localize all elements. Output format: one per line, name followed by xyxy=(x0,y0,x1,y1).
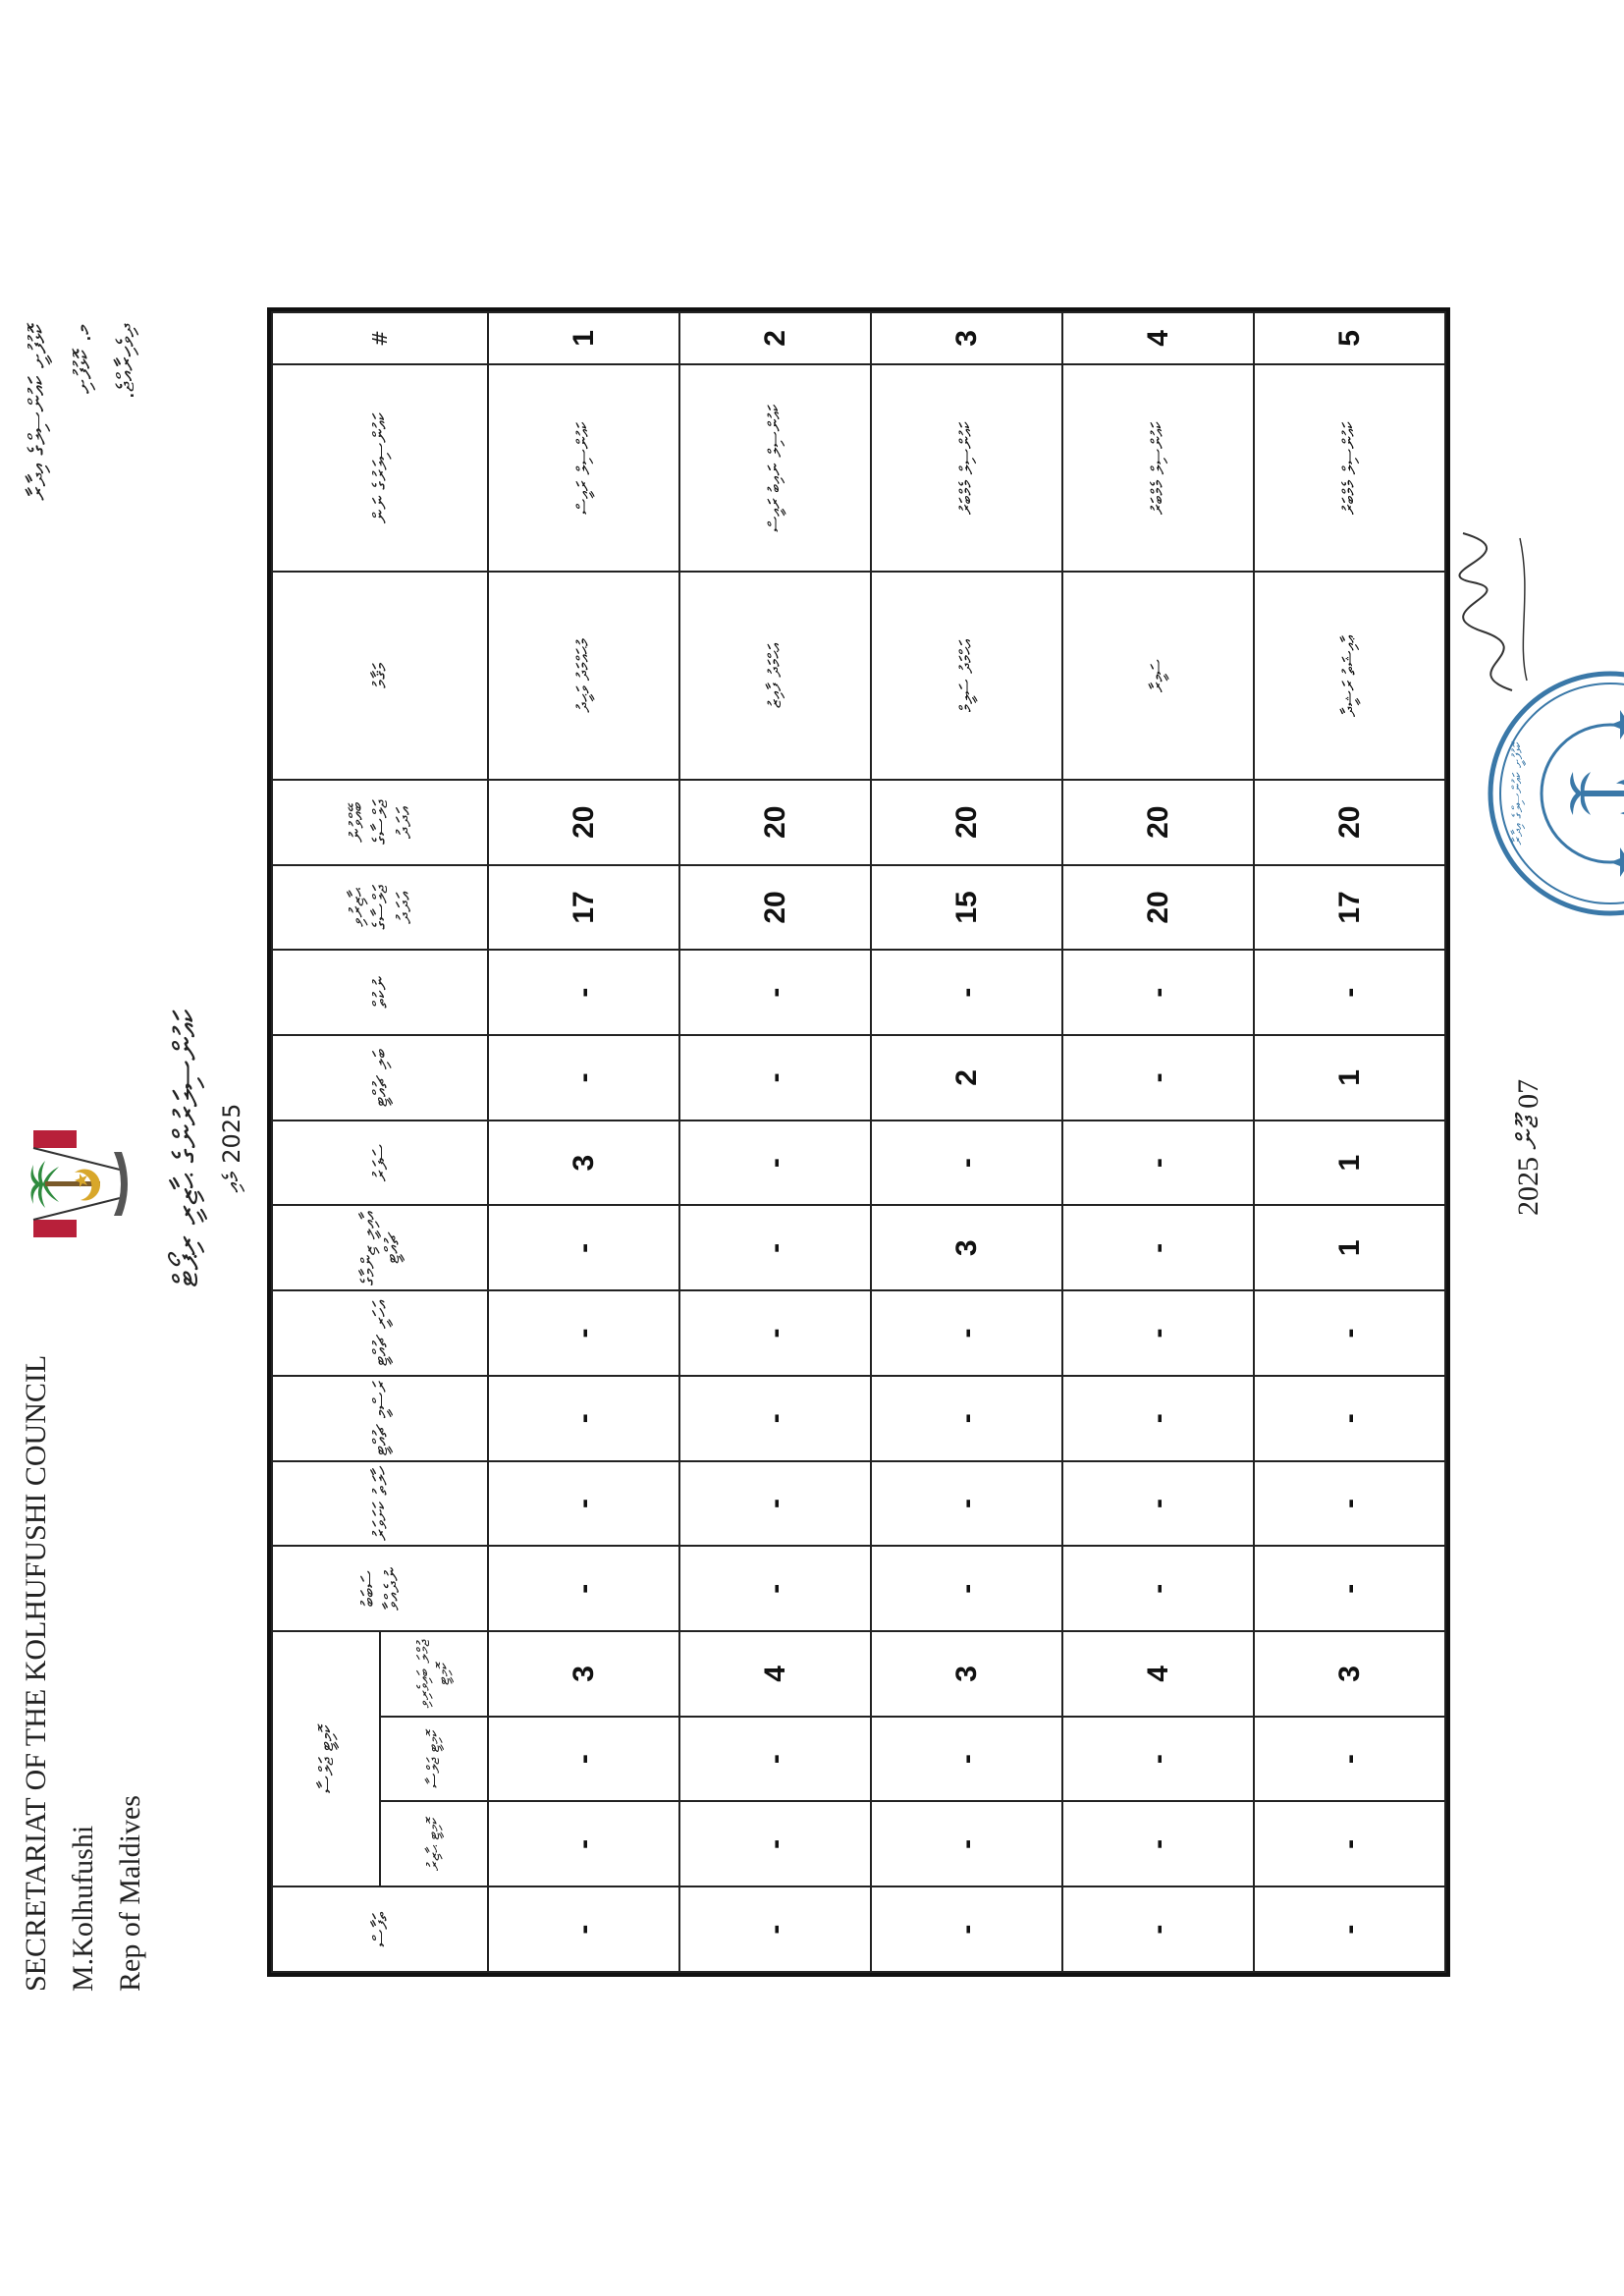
col-header-10: ރަސްމީ ޗުއްޓީ xyxy=(272,1376,488,1461)
table-cell-held: 20 xyxy=(488,780,679,865)
table-cell-c3: 1 xyxy=(1254,1121,1445,1206)
col-header-7: ސަފަރު xyxy=(272,1121,488,1206)
table-cell-c2: - xyxy=(679,1035,871,1121)
header-en-line-3: Rep of Maldives xyxy=(114,1795,146,1992)
table-row xyxy=(1062,312,1254,1972)
header-en-line-2: M.Kolhufushi xyxy=(67,1825,99,1992)
table-cell-c11: - xyxy=(1254,1802,1445,1887)
col-header-8: އާއިލީ ޒިންމާގެ ޗުއްޓީ xyxy=(272,1205,488,1290)
col-header-attended: ޙާޒިރުވި ޖަލްސާގެ އަދަދު xyxy=(272,865,488,951)
table-cell-role: ޢާއިޝަތު ރަޝީދާ xyxy=(1254,572,1445,780)
table-cell-attended: 20 xyxy=(1062,865,1254,951)
col-header-num: # xyxy=(272,312,488,364)
table-cell-c3: 3 xyxy=(488,1121,679,1206)
table-cell-c9: 3 xyxy=(488,1631,679,1717)
table-cell-name: ކައުންސިލް މެމްބަރު xyxy=(871,364,1062,573)
table-cell-c7: - xyxy=(1254,1461,1445,1547)
table-cell-c9: 3 xyxy=(871,1631,1062,1717)
table-cell-c7: - xyxy=(488,1461,679,1547)
header-en-line-1: SECRETARIAT OF THE KOLHUFUSHI COUNCIL xyxy=(20,1354,52,1992)
table-cell-c1: - xyxy=(679,950,871,1035)
table-cell-c6: - xyxy=(679,1376,871,1461)
col-header-15: ކޮމިޓީ ޙާޒިރު xyxy=(380,1802,488,1887)
table-cell-c8: - xyxy=(1062,1546,1254,1631)
table-cell-c10: - xyxy=(871,1717,1062,1802)
table-cell-c4: - xyxy=(1062,1205,1254,1290)
table-cell-c1: - xyxy=(488,950,679,1035)
table-cell-c5: - xyxy=(1254,1290,1445,1376)
table-cell-c10: - xyxy=(1062,1717,1254,1802)
table-cell-c10: - xyxy=(679,1717,871,1802)
table-cell-c4: - xyxy=(679,1205,871,1290)
header-dv-line-1: ކޮޅުފުށީ ކައުންސިލްގެ އިދާރާ xyxy=(24,324,51,501)
page-subtitle-year: 2025 މެއި xyxy=(218,1103,245,1193)
table-cell-held: 20 xyxy=(1254,780,1445,865)
group-header-committee: ކޮމިޓީ ޖަލްސާ xyxy=(272,1631,380,1886)
col-header-13: ޖުމްލަ ބައިވެރިވި ކޮމިޓީ xyxy=(380,1631,488,1717)
table-cell-c8: - xyxy=(679,1546,871,1631)
table-cell-c5: - xyxy=(679,1290,871,1376)
page-title: ކައުންސިލަރުންގެ ޙާޒިރީ ރިޕޯޓް xyxy=(167,1009,206,1287)
table-cell-c2: 1 xyxy=(1254,1035,1445,1121)
table-cell-c11: - xyxy=(1062,1802,1254,1887)
table-cell-c10: - xyxy=(1254,1717,1445,1802)
table-cell-c6: - xyxy=(871,1376,1062,1461)
table-cell-held: 20 xyxy=(871,780,1062,865)
table-cell-c9: 4 xyxy=(679,1631,871,1717)
table-row xyxy=(871,312,1062,1972)
col-header-9: އަހަރީ ޗުއްޓީ xyxy=(272,1290,488,1376)
table-cell-c5: - xyxy=(488,1290,679,1376)
table-cell-num: 5 xyxy=(1254,312,1445,364)
table-cell-c2: - xyxy=(1062,1035,1254,1121)
table-cell-num: 1 xyxy=(488,312,679,364)
table-cell-role: އަޙްމަދު ސަލީމް xyxy=(871,572,1062,780)
table-cell-num: 4 xyxy=(1062,312,1254,364)
col-header-16: ތަފާސް xyxy=(272,1886,488,1972)
table-cell-c3: - xyxy=(871,1121,1062,1206)
maldives-emblem-icon xyxy=(26,1122,134,1245)
table-cell-num: 3 xyxy=(871,312,1062,364)
table-cell-attended: 17 xyxy=(1254,865,1445,951)
col-header-name: ކައުންސިލަރުގެ ނަން xyxy=(272,364,488,573)
table-cell-name: ކައުންސިލް މެމްބަރު xyxy=(1062,364,1254,573)
table-cell-c5: - xyxy=(1062,1290,1254,1376)
table-cell-c12: - xyxy=(679,1886,871,1972)
table-cell-num: 2 xyxy=(679,312,871,364)
table-cell-c8: - xyxy=(488,1546,679,1631)
table-cell-c6: - xyxy=(488,1376,679,1461)
table-cell-role: މުޙައްމަދު ވަޙީދު xyxy=(488,572,679,780)
table-cell-c5: - xyxy=(871,1290,1062,1376)
table-cell-c12: - xyxy=(871,1886,1062,1972)
table-cell-name: ކައުންސިލް މެމްބަރު xyxy=(1254,364,1445,573)
table-cell-c9: 3 xyxy=(1254,1631,1445,1717)
table-cell-c12: - xyxy=(1254,1886,1445,1972)
header-dv-line-3: ދިވެހިރާއްޖެ. xyxy=(112,324,139,400)
table-cell-c4: 1 xyxy=(1254,1205,1445,1290)
table-cell-name: ކައުންސިލް ރައީސް xyxy=(488,364,679,573)
table-cell-held: 20 xyxy=(1062,780,1254,865)
col-header-11: ހާލަތު ކަށަވަރު xyxy=(272,1461,488,1547)
col-header-role: މަޤާމު xyxy=(272,572,488,780)
col-header-12: ސަބަބު ނުދެއްވާ xyxy=(272,1546,488,1631)
table-cell-c4: - xyxy=(488,1205,679,1290)
table-cell-c7: - xyxy=(871,1461,1062,1547)
table-cell-c6: - xyxy=(1254,1376,1445,1461)
table-cell-c12: - xyxy=(488,1886,679,1972)
table-cell-c10: - xyxy=(488,1717,679,1802)
table-row xyxy=(488,312,679,1972)
svg-text:ކޮޅުފުށީ ކައުންސިލްގެ އިދާރާ: ކޮޅުފުށީ ކައުންސިލްގެ އިދާރާ xyxy=(1510,741,1526,846)
table-cell-c6: - xyxy=(1062,1376,1254,1461)
col-header-14: ކޮމިޓީ ޖަލްސާ xyxy=(380,1717,488,1802)
table-cell-c1: - xyxy=(1062,950,1254,1035)
table-cell-attended: 15 xyxy=(871,865,1062,951)
table-row xyxy=(1254,312,1445,1972)
council-seal-icon xyxy=(1483,666,1624,921)
table-cell-c7: - xyxy=(679,1461,871,1547)
table-cell-c2: 2 xyxy=(871,1035,1062,1121)
attendance-table xyxy=(267,307,1450,1977)
table-cell-c11: - xyxy=(679,1802,871,1887)
table-cell-c8: - xyxy=(1254,1546,1445,1631)
table-cell-c11: - xyxy=(488,1802,679,1887)
table-cell-c9: 4 xyxy=(1062,1631,1254,1717)
table-cell-role: އަޙްމަދު ފާއިޒު xyxy=(679,572,871,780)
table-cell-c8: - xyxy=(871,1546,1062,1631)
table-cell-c7: - xyxy=(1062,1461,1254,1547)
table-cell-c3: - xyxy=(1062,1121,1254,1206)
table-cell-role: ސަމީރާ xyxy=(1062,572,1254,780)
col-header-held: ބޭއްވުނު ޖަލްސާގެ އަދަދު xyxy=(272,780,488,865)
table-cell-name: ކައުންސިލް ނައިބު ރައީސް xyxy=(679,364,871,573)
table-cell-c1: - xyxy=(871,950,1062,1035)
table-row xyxy=(679,312,871,1972)
footer-date: 07 ޖޫން 2025 xyxy=(1512,1078,1544,1216)
table-cell-c2: - xyxy=(488,1035,679,1121)
table-cell-held: 20 xyxy=(679,780,871,865)
col-header-6: ބަލި ޗުއްޓީ xyxy=(272,1035,488,1121)
table-cell-c3: - xyxy=(679,1121,871,1206)
table-cell-c1: - xyxy=(1254,950,1445,1035)
table-cell-attended: 17 xyxy=(488,865,679,951)
header-dv-line-2: މ. ކޮޅުފުށި xyxy=(69,324,96,394)
table-cell-c12: - xyxy=(1062,1886,1254,1972)
table-cell-c4: 3 xyxy=(871,1205,1062,1290)
col-header-5: ނުކުތް xyxy=(272,950,488,1035)
table-cell-c11: - xyxy=(871,1802,1062,1887)
table-cell-attended: 20 xyxy=(679,865,871,951)
